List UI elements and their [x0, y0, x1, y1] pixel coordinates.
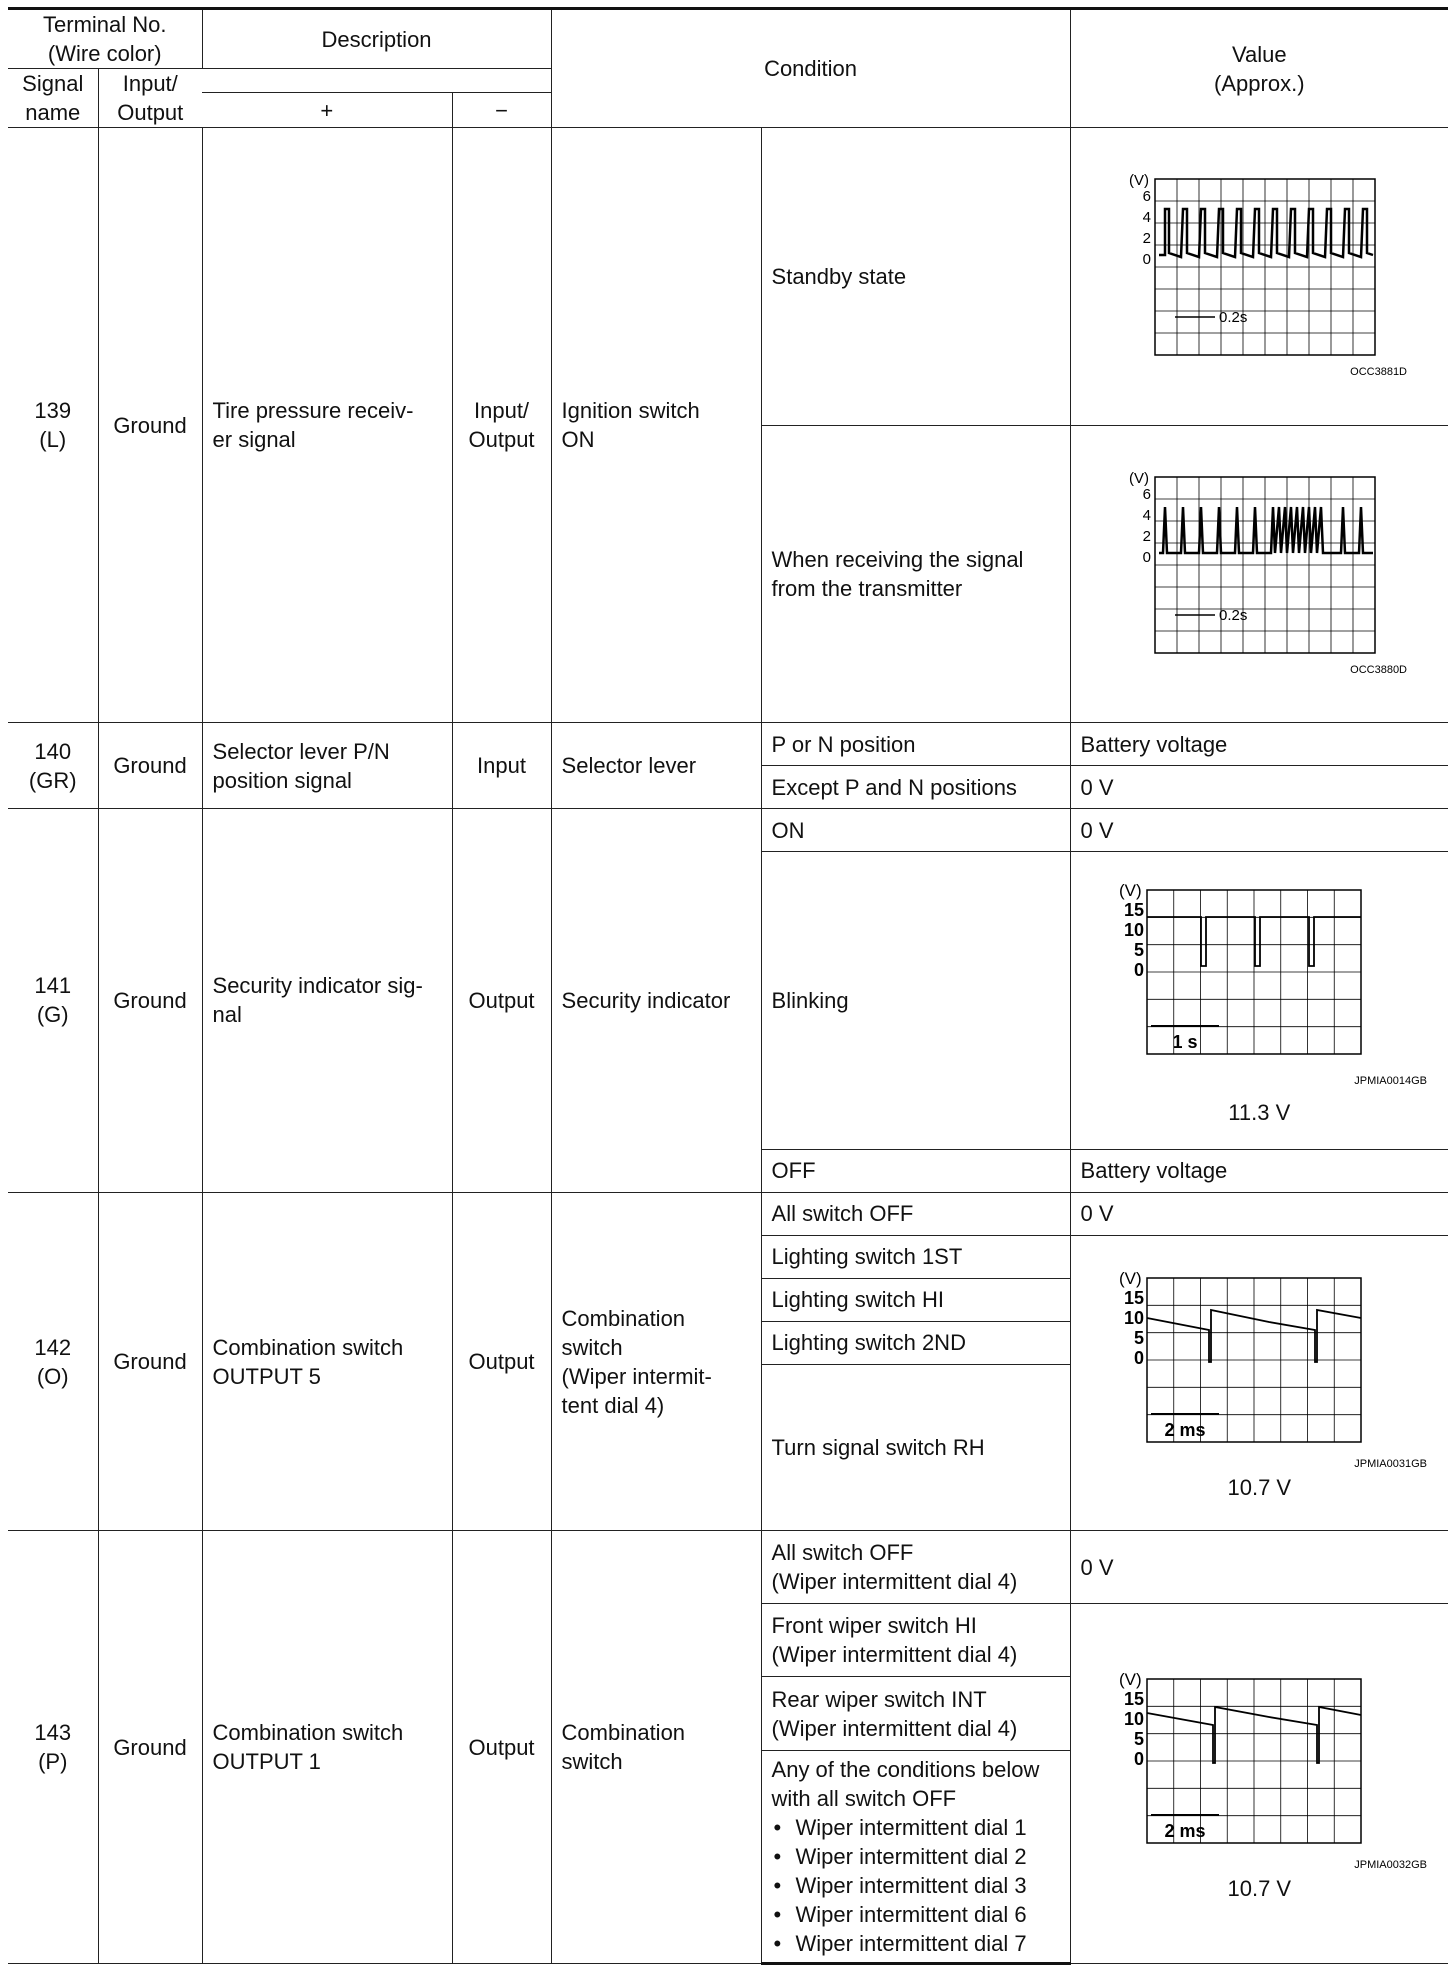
wave-time-scale: 1 s [1172, 1031, 1198, 1052]
io-141: Output [452, 809, 551, 1193]
wave-tick: 4 [1142, 506, 1152, 524]
table-row-139 [8, 128, 1448, 425]
value-141-voltage: 11.3 V [1228, 1099, 1291, 1125]
signal-143: Combination switch OUTPUT 1 [202, 1531, 452, 1964]
cond-140-pn: P or N position [761, 723, 1070, 766]
wave-tick: 0 [1142, 548, 1152, 566]
figure-code: OCC3881D [1350, 366, 1408, 379]
cond-141-off: OFF [761, 1149, 1070, 1192]
cond-143-all-off: All switch OFF (Wiper intermittent dial 4) [761, 1531, 1070, 1604]
waveform-trace [1159, 209, 1373, 257]
signal-140: Selector lever P/N position signal [202, 723, 452, 809]
cond-139-receiving: When receiving the signal from the transmitter [761, 425, 1070, 722]
wave-tick: 10 [1124, 1708, 1145, 1729]
list-item: • Wiper intermittent dial 3 [796, 1871, 1060, 1900]
value-139-receiving [1070, 425, 1448, 722]
cond-143-rear-int: Rear wiper switch INT (Wiper intermittent dial 4) [761, 1677, 1070, 1750]
wave-tick: 2 [1142, 527, 1152, 545]
value-142-wave [1070, 1235, 1448, 1530]
wave-tick: 10 [1124, 919, 1145, 940]
cond-141-on: ON [761, 809, 1070, 852]
cond-143-any [761, 1750, 1070, 1963]
value-143-voltage: 10.7 V [1227, 1875, 1292, 1901]
cond-142-lighting-2nd: Lighting switch 2ND [761, 1321, 1070, 1364]
cond-143-front-hi: Front wiper switch HI (Wiper intermittent dial 4) [761, 1604, 1070, 1677]
list-item: • Wiper intermittent dial 2 [796, 1842, 1060, 1871]
wave-tick: 4 [1142, 209, 1152, 227]
ground-141: Ground [98, 809, 202, 1193]
signal-142: Combination switch OUTPUT 5 [202, 1192, 452, 1531]
io-142: Output [452, 1192, 551, 1531]
value-143-wave [1070, 1604, 1448, 1964]
ground-139: Ground [98, 128, 202, 723]
wave-tick: 15 [1124, 1688, 1145, 1709]
terminal-spec-table [8, 7, 1448, 1965]
wave-tick: 0 [1134, 959, 1145, 980]
signal-139: Tire pressure receiv- er signal [202, 128, 452, 723]
cond-143-any-intro: Any of the conditions below with all switch OFF [771, 1756, 1040, 1811]
waveform-143 [1089, 1665, 1429, 1875]
header-plus: + [202, 92, 452, 127]
wave-unit: (V) [1129, 172, 1150, 190]
waveform-141 [1089, 874, 1429, 1099]
header-signal-name: Signal name [8, 69, 98, 128]
cond-141-blinking: Blinking [761, 852, 1070, 1149]
condition-142: Combination switch (Wiper intermit- tent dial 4) [551, 1192, 761, 1531]
header-io: Input/ Output [98, 69, 202, 128]
wave-time-scale: 0.2s [1219, 606, 1248, 624]
ground-143: Ground [98, 1531, 202, 1964]
cond-142-lighting-hi: Lighting switch HI [761, 1278, 1070, 1321]
value-141-off: Battery voltage [1070, 1149, 1448, 1192]
table-row-143 [8, 1531, 1448, 1604]
wave-time-scale: 2 ms [1164, 1420, 1206, 1441]
wave-unit: (V) [1129, 469, 1150, 487]
wave-tick: 0 [1134, 1348, 1145, 1369]
cond-142-all-off: All switch OFF [761, 1192, 1070, 1235]
condition-141: Security indicator [551, 809, 761, 1193]
value-140-except: 0 V [1070, 766, 1448, 809]
table-row-141 [8, 809, 1448, 852]
waveform-139-standby [1109, 171, 1409, 381]
wave-tick: 6 [1142, 188, 1152, 206]
wave-unit: (V) [1119, 1269, 1142, 1289]
signal-141: Security indicator sig- nal [202, 809, 452, 1193]
value-143-all-off: 0 V [1070, 1531, 1448, 1604]
wave-time-scale: 0.2s [1219, 309, 1248, 327]
waveform-139-receiving [1109, 469, 1409, 679]
header-description: Description [202, 9, 551, 69]
condition-139: Ignition switch ON [551, 128, 761, 723]
ground-142: Ground [98, 1192, 202, 1531]
cond-140-except: Except P and N positions [761, 766, 1070, 809]
waveform-142 [1089, 1264, 1429, 1474]
wave-tick: 0 [1142, 251, 1152, 269]
table-row-140 [8, 723, 1448, 766]
condition-140: Selector lever [551, 723, 761, 809]
terminal-139: 139 (L) [8, 128, 98, 723]
cond-139-standby: Standby state [761, 128, 1070, 425]
list-item: • Wiper intermittent dial 7 [796, 1929, 1060, 1958]
io-140: Input [452, 723, 551, 809]
wave-time-scale: 2 ms [1164, 1820, 1206, 1841]
ground-140: Ground [98, 723, 202, 809]
figure-code: JPMIA0014GB [1354, 1074, 1428, 1087]
cond-142-turn-rh: Turn signal switch RH [761, 1365, 1070, 1531]
value-142-voltage: 10.7 V [1227, 1475, 1292, 1501]
list-item: • Wiper intermittent dial 1 [796, 1813, 1060, 1842]
terminal-142: 142 (O) [8, 1192, 98, 1531]
wave-tick: 5 [1134, 1328, 1145, 1349]
figure-code: JPMIA0031GB [1354, 1458, 1428, 1471]
condition-143: Combination switch [551, 1531, 761, 1964]
wave-tick: 5 [1134, 939, 1145, 960]
value-141-blinking [1070, 852, 1448, 1149]
wave-tick: 6 [1142, 485, 1152, 503]
header-value: Value (Approx.) [1070, 9, 1448, 128]
wave-unit: (V) [1119, 880, 1142, 900]
terminal-141: 141 (G) [8, 809, 98, 1193]
header-condition: Condition [551, 9, 1070, 128]
wave-tick: 15 [1124, 1288, 1145, 1309]
value-140-pn: Battery voltage [1070, 723, 1448, 766]
table-row-142 [8, 1192, 1448, 1235]
value-139-standby [1070, 128, 1448, 425]
value-141-on: 0 V [1070, 809, 1448, 852]
cond-142-lighting-1st: Lighting switch 1ST [761, 1235, 1070, 1278]
cond-143-list [772, 1813, 1060, 1958]
list-item: • Wiper intermittent dial 6 [796, 1900, 1060, 1929]
io-143: Output [452, 1531, 551, 1964]
header-minus: − [452, 92, 551, 127]
figure-code: JPMIA0032GB [1354, 1858, 1428, 1871]
header-terminal-no: Terminal No. (Wire color) [8, 9, 202, 69]
terminal-140: 140 (GR) [8, 723, 98, 809]
wave-tick: 15 [1124, 899, 1145, 920]
wave-tick: 10 [1124, 1308, 1145, 1329]
terminal-143: 143 (P) [8, 1531, 98, 1964]
value-142-all-off: 0 V [1070, 1192, 1448, 1235]
io-139: Input/ Output [452, 128, 551, 723]
wave-tick: 2 [1142, 230, 1152, 248]
wave-tick: 0 [1134, 1748, 1145, 1769]
figure-code: OCC3880D [1350, 663, 1408, 676]
waveform-trace [1159, 507, 1373, 553]
wave-tick: 5 [1134, 1728, 1145, 1749]
wave-unit: (V) [1119, 1669, 1142, 1689]
